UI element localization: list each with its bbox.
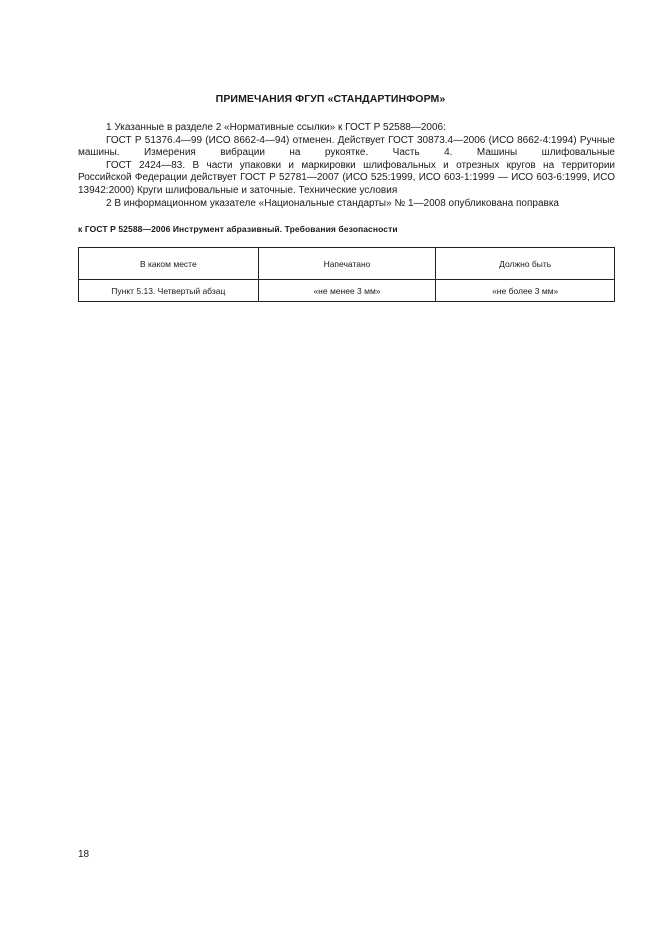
cell-location: Пункт 5.13. Четвертый абзац bbox=[79, 280, 259, 302]
page-number: 18 bbox=[78, 849, 90, 860]
amendment-table bbox=[78, 247, 615, 302]
note-item-1-obsolete-standard: ГОСТ Р 51376.4—99 (ИСО 8662-4—94) отменен. Действует ГОСТ 30873.4—2006 (ИСО 8662-4:1994) Ручные машины. Измерения вибрации на рукоятке. Часть 4. Машины шлифовальные bbox=[78, 134, 615, 159]
cell-printed: «не менее 3 мм» bbox=[258, 280, 436, 302]
table-row bbox=[79, 280, 615, 302]
note-item-1: 1 Указанные в разделе 2 «Нормативные ссылки» к ГОСТ Р 52588—2006: bbox=[106, 122, 446, 133]
header-should-be: Должно быть bbox=[436, 248, 615, 280]
note-item-1-packaging-standard: ГОСТ 2424—83. В части упаковки и маркировки шлифовальных и отрезных кругов на территории Российской Федерации действует ГОСТ Р 52781—2007 (ИСО 525:1999, ИСО 603-1:1999 — ИСО 603-6:1999, ИСО 13942:2000) Круги шлифовальные и заточные. Технические условия bbox=[78, 159, 615, 196]
amendment-subtitle: к ГОСТ Р 52588—2006 Инструмент абразивный. Требования безопасности bbox=[78, 224, 398, 234]
cell-should-be: «не более 3 мм» bbox=[436, 280, 615, 302]
note-item-2: 2 В информационном указателе «Национальные стандарты» № 1—2008 опубликована поправка bbox=[106, 197, 559, 209]
table-header-row bbox=[79, 248, 615, 280]
page-title: ПРИМЕЧАНИЯ ФГУП «СТАНДАРТИНФОРМ» bbox=[215, 93, 446, 105]
notes-section bbox=[78, 122, 615, 210]
header-printed: Напечатано bbox=[258, 248, 436, 280]
header-location: В каком месте bbox=[79, 248, 259, 280]
